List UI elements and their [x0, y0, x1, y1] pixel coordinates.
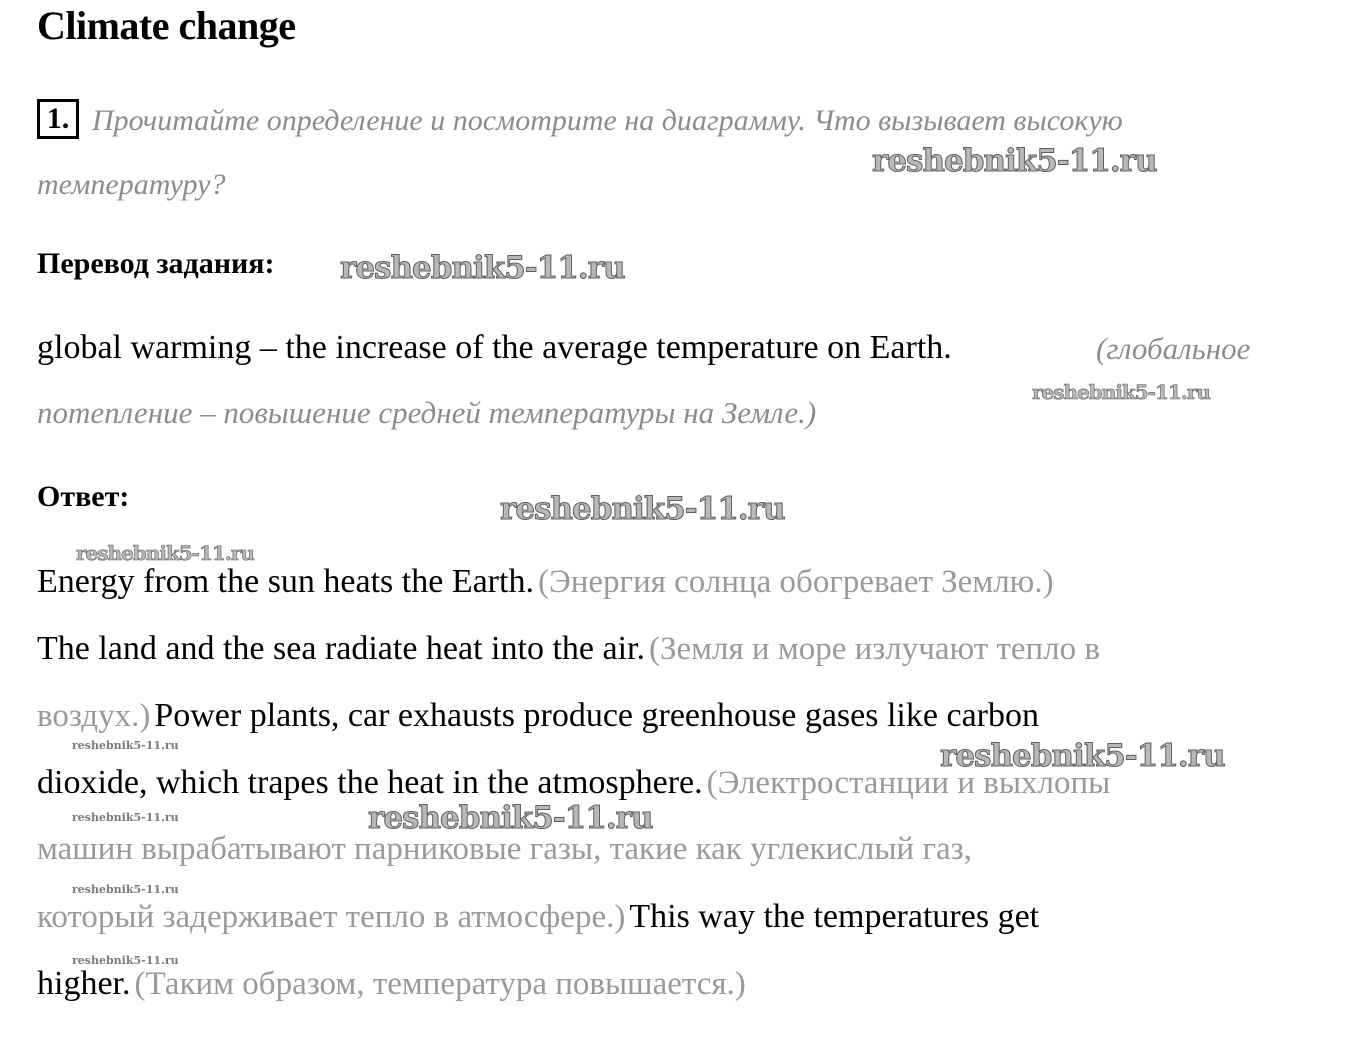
- answer-line-1: [37, 563, 1054, 601]
- answer-en: The land and the sea radiate heat into the air.: [37, 630, 645, 667]
- answer-line-2: [37, 630, 1100, 668]
- answer-line-3: [37, 697, 1039, 735]
- watermark-small: reshebnik5-11.ru: [72, 954, 179, 967]
- answer-ru: (Земля и море излучают тепло в: [648, 631, 1100, 667]
- task-instruction-line2: температуру?: [37, 168, 226, 201]
- watermark: reshebnik5-11.ru: [872, 143, 1157, 179]
- answer-ru: (Электростанции и выхлопы: [706, 765, 1111, 801]
- watermark: reshebnik5-11.ru: [368, 800, 653, 836]
- answer-ru: который задерживает тепло в атмосфере.): [37, 899, 626, 935]
- watermark: reshebnik5-11.ru: [340, 250, 625, 286]
- page-title: Climate change: [37, 3, 296, 48]
- answer-en: This way the temperatures get: [629, 898, 1040, 935]
- definition-english: global warming – the increase of the average temperature on Earth.: [37, 329, 952, 366]
- answer-line-6: [37, 898, 1039, 936]
- answer-line-7: [37, 965, 746, 1003]
- answer-en: higher.: [37, 965, 131, 1002]
- answer-ru: машин вырабатывают парниковые газы, такие как углекислый газ,: [37, 831, 972, 867]
- watermark-small: reshebnik5-11.ru: [72, 811, 179, 824]
- watermark-small: reshebnik5-11.ru: [72, 739, 179, 752]
- definition-russian-2: потепление – повышение средней температуры на Земле.): [37, 395, 817, 430]
- translation-heading: Перевод задания:: [37, 247, 275, 280]
- answer-en: Energy from the sun heats the Earth.: [37, 563, 534, 600]
- watermark-small: reshebnik5-11.ru: [72, 883, 179, 896]
- task-number: 1.: [37, 99, 79, 139]
- definition-russian-1: (глобальное: [1096, 331, 1251, 366]
- watermark: reshebnik5-11.ru: [940, 738, 1225, 774]
- task-instruction-line1: Прочитайте определение и посмотрите на диаграмму. Что вызывает высокую: [92, 104, 1123, 137]
- answer-en: Power plants, car exhausts produce greenhouse gases like carbon: [154, 697, 1039, 734]
- answer-ru: воздух.): [37, 698, 151, 734]
- answer-ru: (Энергия солнца обогревает Землю.): [537, 564, 1054, 600]
- watermark: reshebnik5-11.ru: [500, 491, 785, 527]
- answer-en: dioxide, which trapes the heat in the atmosphere.: [37, 764, 703, 801]
- answer-ru: (Таким образом, температура повышается.): [134, 966, 746, 1002]
- watermark: reshebnik5-11.ru: [1032, 380, 1210, 404]
- watermark: reshebnik5-11.ru: [76, 541, 254, 565]
- answer-heading: Ответ:: [37, 480, 130, 513]
- answer-line-5: [37, 831, 972, 868]
